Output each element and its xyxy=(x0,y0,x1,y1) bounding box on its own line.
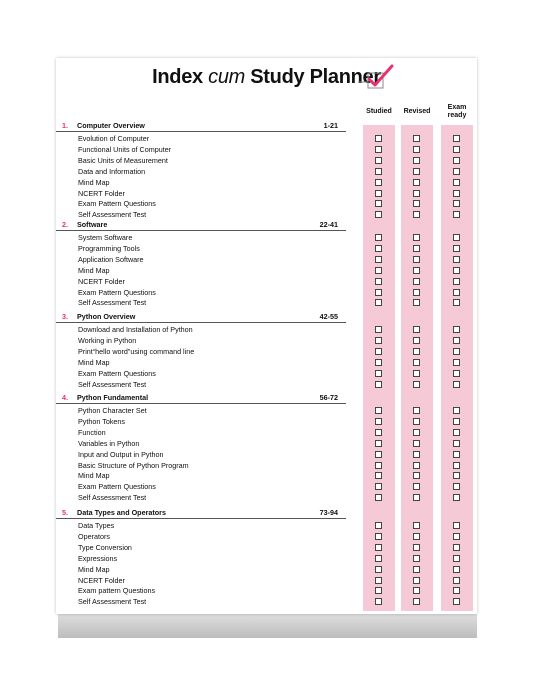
studied-checkbox[interactable] xyxy=(375,337,382,344)
topic-item: Basic Units of Measurement xyxy=(78,155,168,165)
studied-checkbox[interactable] xyxy=(375,555,382,562)
revised-checkbox[interactable] xyxy=(413,234,420,241)
exam-ready-checkbox[interactable] xyxy=(453,256,460,263)
topic-item: Python Character Set xyxy=(78,406,147,415)
revised-checkbox[interactable] xyxy=(413,168,420,175)
exam-ready-checkbox[interactable] xyxy=(453,326,460,333)
topic-item: Exam Pattern Questions xyxy=(78,368,156,378)
revised-checkbox[interactable] xyxy=(413,337,420,344)
section-number: 3. xyxy=(62,312,68,321)
topic-item: Data and Information xyxy=(78,166,146,176)
exam-ready-checkbox[interactable] xyxy=(453,234,460,241)
exam-ready-checkbox[interactable] xyxy=(453,370,460,377)
topic-item: Download and Installation of Python xyxy=(78,325,193,334)
exam-ready-checkbox[interactable] xyxy=(453,168,460,175)
studied-checkbox[interactable] xyxy=(375,168,382,175)
exam-ready-checkbox[interactable] xyxy=(453,211,460,218)
revised-checkbox[interactable] xyxy=(413,370,420,377)
exam-ready-checkbox[interactable] xyxy=(453,566,460,573)
section-title: Data Types and Operators xyxy=(77,508,166,517)
revised-checkbox[interactable] xyxy=(413,348,420,355)
revised-checkbox[interactable] xyxy=(413,200,420,207)
exam-ready-checkbox[interactable] xyxy=(453,407,460,414)
column-header-exam-ready: Exam ready xyxy=(447,104,467,119)
revised-checkbox[interactable] xyxy=(413,407,420,414)
revised-checkbox[interactable] xyxy=(413,429,420,436)
topic-item: Mind Map xyxy=(78,357,110,367)
revised-checkbox[interactable] xyxy=(413,462,420,469)
studied-checkbox[interactable] xyxy=(375,472,382,479)
title-part-index: Index xyxy=(152,66,209,88)
topic-item: Self Assessment Test xyxy=(78,298,147,308)
revised-checkbox[interactable] xyxy=(413,326,420,333)
column-header-studied: Studied xyxy=(366,108,392,115)
revised-checkbox[interactable] xyxy=(413,278,420,285)
revised-checkbox[interactable] xyxy=(413,289,420,296)
section-page-range: 56-72 xyxy=(319,393,338,402)
title-part-study-planner: Study Planner xyxy=(245,66,381,88)
revised-checkbox[interactable] xyxy=(413,555,420,562)
planner-page xyxy=(56,58,477,614)
exam-ready-checkbox[interactable] xyxy=(453,200,460,207)
topic-item: Exam pattern Questions xyxy=(78,586,156,596)
studied-checkbox[interactable] xyxy=(375,179,382,186)
revised-checkbox[interactable] xyxy=(413,267,420,274)
section-page-range: 22-41 xyxy=(319,220,338,229)
studied-checkbox[interactable] xyxy=(375,587,382,594)
topic-item: Mind Map xyxy=(78,564,110,574)
section-page-range: 73-94 xyxy=(319,508,338,517)
section-2 xyxy=(56,219,346,308)
exam-ready-checkbox[interactable] xyxy=(453,299,460,306)
revised-checkbox[interactable] xyxy=(413,146,420,153)
section-header xyxy=(56,311,346,323)
topic-item: Evolution of Computer xyxy=(78,134,150,143)
exam-ready-checkbox[interactable] xyxy=(453,494,460,501)
exam-ready-checkbox[interactable] xyxy=(453,267,460,274)
revised-checkbox[interactable] xyxy=(413,381,420,388)
revised-checkbox[interactable] xyxy=(413,418,420,425)
studied-checkbox[interactable] xyxy=(375,418,382,425)
topic-item: Operators xyxy=(78,531,110,541)
revised-checkbox[interactable] xyxy=(413,245,420,252)
revised-checkbox[interactable] xyxy=(413,211,420,218)
topic-item: Self Assessment Test xyxy=(78,210,147,220)
revised-checkbox[interactable] xyxy=(413,483,420,490)
topic-item: Python Tokens xyxy=(78,416,126,426)
topic-item: Application Software xyxy=(78,254,144,264)
studied-checkbox[interactable] xyxy=(375,544,382,551)
topic-item: System Software xyxy=(78,233,133,242)
studied-checkbox[interactable] xyxy=(375,522,382,529)
studied-checkbox[interactable] xyxy=(375,462,382,469)
section-3 xyxy=(56,311,346,389)
exam-ready-checkbox[interactable] xyxy=(453,146,460,153)
studied-checkbox[interactable] xyxy=(375,299,382,306)
topic-item: Data Types xyxy=(78,521,115,530)
section-number: 5. xyxy=(62,508,68,517)
revised-checkbox[interactable] xyxy=(413,598,420,605)
topic-item: Function xyxy=(78,427,106,437)
studied-checkbox[interactable] xyxy=(375,533,382,540)
section-5 xyxy=(56,507,346,607)
studied-checkbox[interactable] xyxy=(375,577,382,584)
exam-ready-checkbox[interactable] xyxy=(453,544,460,551)
topic-item: Type Conversion xyxy=(78,542,132,552)
exam-ready-checkbox[interactable] xyxy=(453,451,460,458)
revised-checkbox[interactable] xyxy=(413,533,420,540)
studied-checkbox[interactable] xyxy=(375,359,382,366)
section-title: Software xyxy=(77,220,108,229)
exam-ready-checkbox[interactable] xyxy=(453,190,460,197)
exam-ready-checkbox[interactable] xyxy=(453,577,460,584)
topic-item: NCERT Folder xyxy=(78,575,125,585)
studied-checkbox[interactable] xyxy=(375,234,382,241)
studied-checkbox[interactable] xyxy=(375,381,382,388)
exam-ready-checkbox[interactable] xyxy=(453,472,460,479)
studied-checkbox[interactable] xyxy=(375,146,382,153)
studied-checkbox[interactable] xyxy=(375,440,382,447)
revised-checkbox[interactable] xyxy=(413,440,420,447)
exam-ready-checkbox[interactable] xyxy=(453,157,460,164)
section-page-range: 42-55 xyxy=(319,312,338,321)
studied-checkbox[interactable] xyxy=(375,211,382,218)
exam-ready-checkbox[interactable] xyxy=(453,348,460,355)
section-number: 2. xyxy=(62,220,68,229)
topic-item: Exam Pattern Questions xyxy=(78,482,156,492)
section-number: 1. xyxy=(62,121,68,130)
exam-ready-checkbox[interactable] xyxy=(453,135,460,142)
section-4 xyxy=(56,392,346,503)
revised-checkbox[interactable] xyxy=(413,299,420,306)
revised-checkbox[interactable] xyxy=(413,179,420,186)
studied-checkbox[interactable] xyxy=(375,245,382,252)
topic-item: Basic Structure of Python Program xyxy=(78,460,189,470)
studied-checkbox[interactable] xyxy=(375,256,382,263)
topic-item: Exam Pattern Questions xyxy=(78,287,156,297)
exam-ready-checkbox[interactable] xyxy=(453,483,460,490)
revised-checkbox[interactable] xyxy=(413,135,420,142)
topic-item: Print“hello word”using command line xyxy=(78,346,195,356)
revised-checkbox[interactable] xyxy=(413,472,420,479)
section-header xyxy=(56,507,346,519)
exam-ready-checkbox[interactable] xyxy=(453,440,460,447)
exam-ready-checkbox[interactable] xyxy=(453,179,460,186)
studied-checkbox[interactable] xyxy=(375,135,382,142)
topic-item: Functional Units of Computer xyxy=(78,144,172,154)
exam-ready-checkbox[interactable] xyxy=(453,522,460,529)
topic-item: Programming Tools xyxy=(78,243,140,253)
topic-item: Exam Pattern Questions xyxy=(78,199,156,209)
studied-checkbox[interactable] xyxy=(375,429,382,436)
studied-checkbox[interactable] xyxy=(375,190,382,197)
section-title: Python Overview xyxy=(77,312,136,321)
section-header xyxy=(56,219,346,231)
topic-item: Mind Map xyxy=(78,177,110,187)
exam-ready-checkbox[interactable] xyxy=(453,418,460,425)
studied-checkbox[interactable] xyxy=(375,451,382,458)
page-title xyxy=(56,66,477,89)
column-header-revised: Revised xyxy=(403,108,431,115)
exam-ready-checkbox[interactable] xyxy=(453,359,460,366)
topic-item: Expressions xyxy=(78,553,118,563)
exam-ready-checkbox[interactable] xyxy=(453,587,460,594)
section-page-range: 1-21 xyxy=(323,121,338,130)
topic-item: Working in Python xyxy=(78,335,137,345)
exam-ready-checkbox[interactable] xyxy=(453,598,460,605)
title-part-cum: cum xyxy=(208,66,246,88)
section-header xyxy=(56,392,346,404)
topic-item: NCERT Folder xyxy=(78,276,125,286)
revised-checkbox[interactable] xyxy=(413,544,420,551)
section-title: Computer Overview xyxy=(77,121,145,130)
exam-ready-checkbox[interactable] xyxy=(453,555,460,562)
topic-item: Mind Map xyxy=(78,265,110,275)
checkmark-icon xyxy=(358,64,398,90)
topic-item: Variables in Python xyxy=(78,438,140,448)
topic-item: Self Assessment Test xyxy=(78,493,147,503)
studied-checkbox[interactable] xyxy=(375,289,382,296)
revised-checkbox[interactable] xyxy=(413,256,420,263)
exam-ready-checkbox[interactable] xyxy=(453,429,460,436)
studied-checkbox[interactable] xyxy=(375,157,382,164)
studied-checkbox[interactable] xyxy=(375,278,382,285)
revised-checkbox[interactable] xyxy=(413,157,420,164)
exam-ready-checkbox[interactable] xyxy=(453,533,460,540)
section-number: 4. xyxy=(62,393,68,402)
revised-checkbox[interactable] xyxy=(413,494,420,501)
studied-checkbox[interactable] xyxy=(375,348,382,355)
revised-checkbox[interactable] xyxy=(413,190,420,197)
studied-checkbox[interactable] xyxy=(375,370,382,377)
revised-checkbox[interactable] xyxy=(413,451,420,458)
section-title: Python Fundamental xyxy=(77,393,149,402)
revised-checkbox[interactable] xyxy=(413,359,420,366)
topic-item: NCERT Folder xyxy=(78,188,125,198)
studied-checkbox[interactable] xyxy=(375,566,382,573)
revised-checkbox[interactable] xyxy=(413,566,420,573)
topic-item: Self Assessment Test xyxy=(78,597,147,607)
exam-ready-checkbox[interactable] xyxy=(453,245,460,252)
studied-checkbox[interactable] xyxy=(375,326,382,333)
topic-item: Self Assessment Test xyxy=(78,379,147,389)
studied-checkbox[interactable] xyxy=(375,407,382,414)
studied-checkbox[interactable] xyxy=(375,483,382,490)
exam-ready-checkbox[interactable] xyxy=(453,337,460,344)
exam-ready-checkbox[interactable] xyxy=(453,278,460,285)
studied-checkbox[interactable] xyxy=(375,598,382,605)
studied-checkbox[interactable] xyxy=(375,200,382,207)
revised-checkbox[interactable] xyxy=(413,522,420,529)
section-1 xyxy=(56,120,346,220)
revised-checkbox[interactable] xyxy=(413,587,420,594)
topic-item: Mind Map xyxy=(78,471,110,481)
revised-checkbox[interactable] xyxy=(413,577,420,584)
section-header xyxy=(56,120,346,132)
topic-item: Input and Output in Python xyxy=(78,449,164,459)
exam-ready-checkbox[interactable] xyxy=(453,381,460,388)
exam-ready-checkbox[interactable] xyxy=(453,462,460,469)
studied-checkbox[interactable] xyxy=(375,494,382,501)
studied-checkbox[interactable] xyxy=(375,267,382,274)
exam-ready-checkbox[interactable] xyxy=(453,289,460,296)
